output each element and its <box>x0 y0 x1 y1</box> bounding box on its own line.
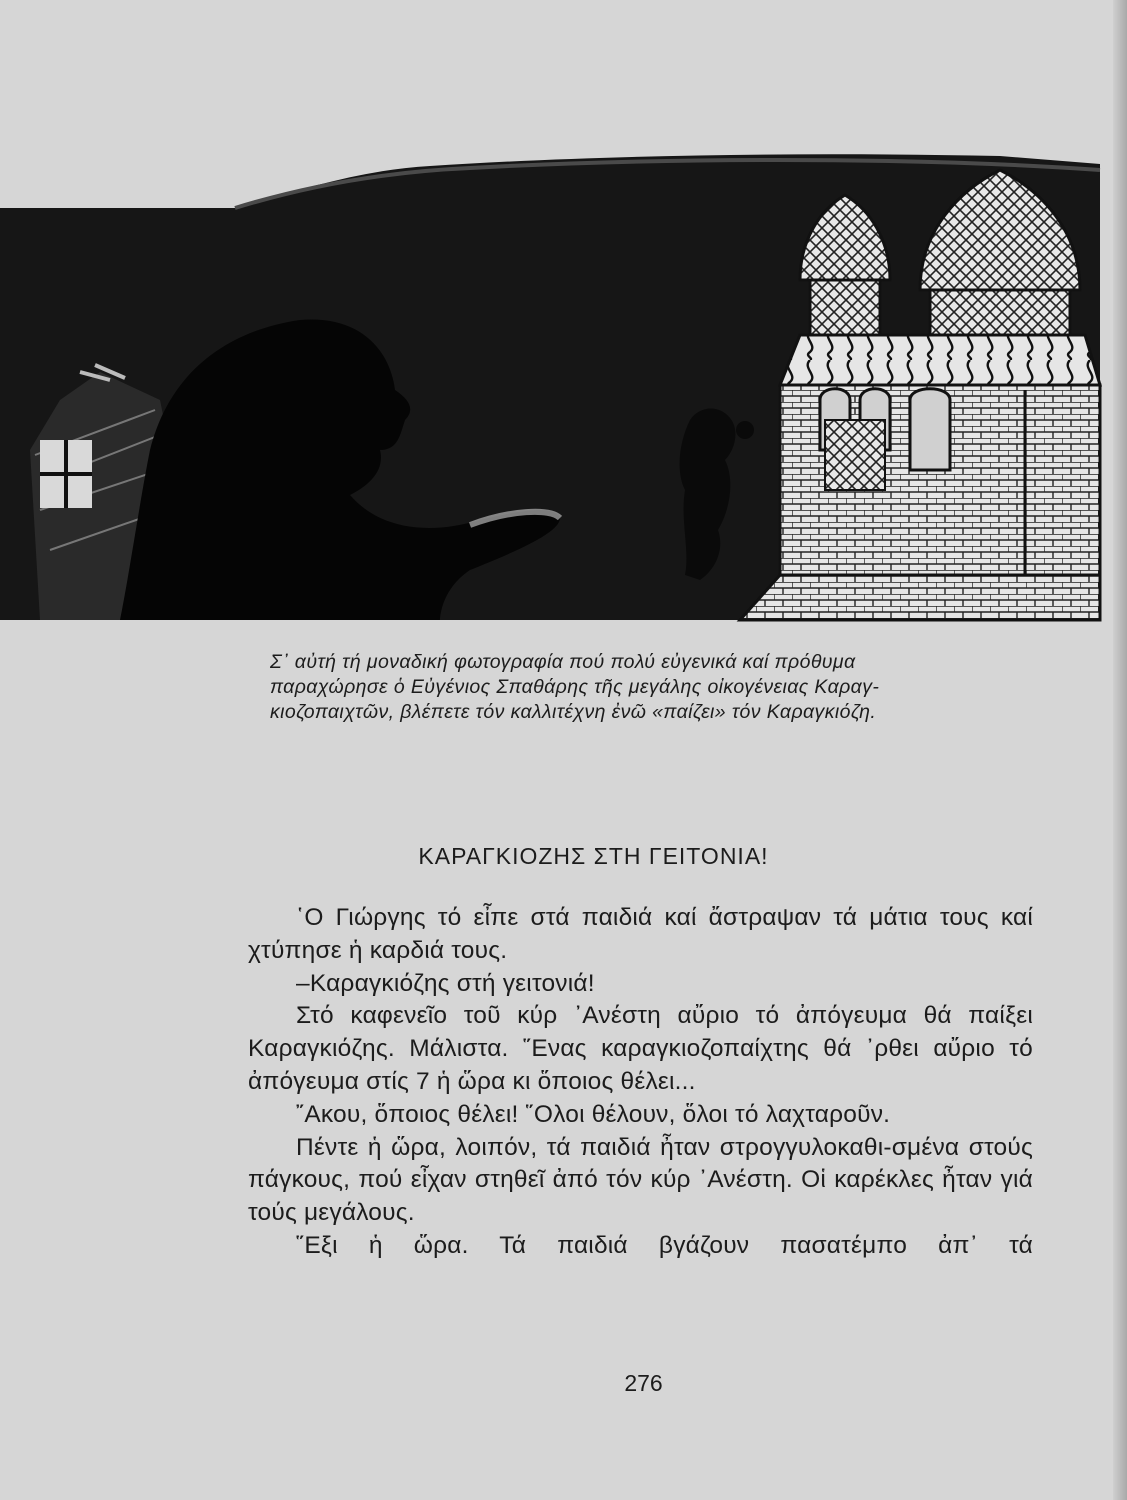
story-body <box>248 902 1033 1263</box>
shadow-puppet-photo <box>0 150 1127 630</box>
photo-caption <box>270 650 1035 725</box>
paragraph: ῞Εξι ἡ ὥρα. Τά παιδιά βγάζουν πασατέμπο ἀπ᾿ τά <box>296 1231 1033 1259</box>
caption-line: Σ᾽ αὐτή τή μοναδική φωτογραφία πού πολύ εὐγενικά καί πρόθυμα <box>270 651 856 673</box>
paragraph: ῎Ακου, ὅποιος θέλει! ῞Ολοι θέλουν, ὅλοι τό λαχταροῦν. <box>296 1100 891 1128</box>
chapter-heading: ΚΑΡΑΓΚΙΟΖΗΣ ΣΤΗ ΓΕΙΤΟΝΙΑ! <box>418 843 769 869</box>
caption-line: κιοζοπαιχτῶν, βλέπετε τόν καλλιτέχνη ἐνῶ «παίζει» τόν Καραγκιόζη. <box>270 701 877 723</box>
paragraph: ῾Ο Γιώργης τό εἶπε στά παιδιά καί ἄστραψαν τά μάτια τους καί χτύπησε ἡ καρδιά τους. <box>248 904 1033 964</box>
paragraph: Στό καφενεῖο τοῦ κύρ ᾿Ανέστη αὔριο τό ἀπόγευμα θά παίξει Καραγκιόζης. Μάλιστα. ῞Ενας καραγκιοζοπαίχτης θά ᾿ρθει αὔριο τό ἀπόγευμα στίς 7 ἡ ὥρα κι ὅποιος θέλει... <box>248 1002 1033 1095</box>
caption-line: παραχώρησε ὁ Εὐγένιος Σπαθάρης τῆς μεγάλης οἰκογένειας Καραγ- <box>270 676 880 698</box>
paragraph: Πέντε ἡ ὥρα, λοιπόν, τά παιδιά ἦταν στρογγυλοκαθι-σμένα στούς πάγκους, πού εἶχαν στηθεῖ ἀπό τόν κύρ ᾿Ανέστη. Οἱ καρέκλες ἦταν γιά τούς μεγάλους. <box>248 1133 1033 1227</box>
page-number: 276 <box>624 1370 663 1396</box>
paragraph: –Καραγκιόζης στή γειτονιά! <box>296 969 595 997</box>
